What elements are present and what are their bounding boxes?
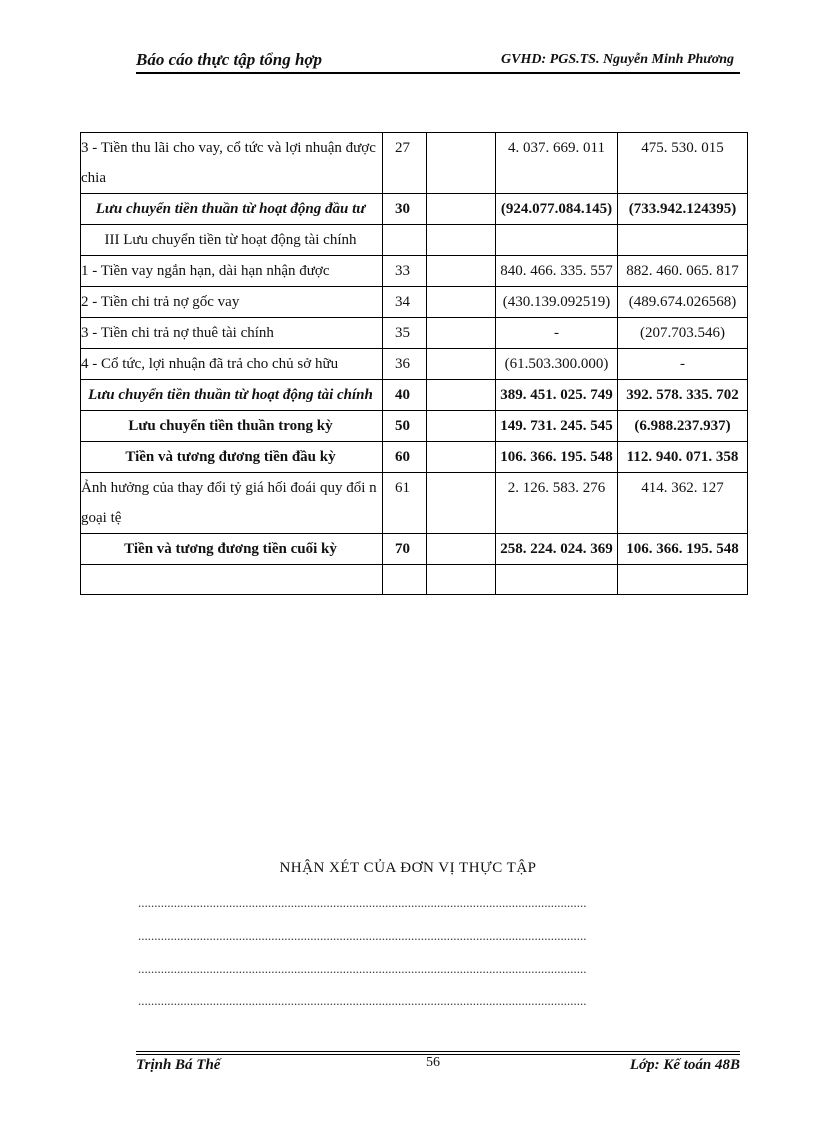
row-note <box>427 256 496 287</box>
row-code: 36 <box>383 349 427 380</box>
row-label: Lưu chuyển tiền thuần trong kỳ <box>81 411 383 442</box>
row-code: 34 <box>383 287 427 318</box>
row-previous-year: 475. 530. 015 <box>618 133 748 194</box>
row-current-year: 389. 451. 025. 749 <box>496 380 618 411</box>
row-label: Ảnh hưởng của thay đổi tỷ giá hối đoái quy đổi ngoại tệ <box>81 473 383 534</box>
row-note <box>427 349 496 380</box>
row-note <box>427 318 496 349</box>
row-note <box>427 565 496 595</box>
row-previous-year <box>618 225 748 256</box>
row-note <box>427 194 496 225</box>
table-row <box>81 287 748 318</box>
row-code: 61 <box>383 473 427 534</box>
comment-line-2: .......................................................................................................................................... <box>138 928 587 943</box>
row-label: 1 - Tiền vay ngắn hạn, dài hạn nhận được <box>81 256 383 287</box>
header-divider <box>136 72 740 74</box>
table-row <box>81 194 748 225</box>
row-label: 3 - Tiền thu lãi cho vay, cổ tức và lợi nhuận được chia <box>81 133 383 194</box>
row-label: 4 - Cổ tức, lợi nhuận đã trả cho chủ sở hữu <box>81 349 383 380</box>
author-name: Trịnh Bá Thế <box>136 1057 221 1073</box>
comment-line-1: .......................................................................................................................................... <box>138 895 587 910</box>
row-label: 2 - Tiền chi trả nợ gốc vay <box>81 287 383 318</box>
table-row <box>81 256 748 287</box>
row-current-year: 149. 731. 245. 545 <box>496 411 618 442</box>
row-code: 27 <box>383 133 427 194</box>
comments-title: NHẬN XÉT CỦA ĐƠN VỊ THỰC TẬP <box>279 860 537 876</box>
row-code: 60 <box>383 442 427 473</box>
row-current-year: 106. 366. 195. 548 <box>496 442 618 473</box>
row-label <box>81 565 383 595</box>
class-label: Lớp: Kế toán 48B <box>629 1057 740 1073</box>
supervisor-label: GVHD: PGS.TS. Nguyễn Minh Phương <box>501 52 734 67</box>
report-title: Báo cáo thực tập tổng hợp <box>136 50 323 69</box>
comment-line-4: .......................................................................................................................................... <box>138 993 587 1008</box>
row-label: Tiền và tương đương tiền đầu kỳ <box>81 442 383 473</box>
cash-flow-table-body <box>81 133 748 595</box>
row-previous-year <box>618 565 748 595</box>
row-current-year: 2. 126. 583. 276 <box>496 473 618 534</box>
row-previous-year: 112. 940. 071. 358 <box>618 442 748 473</box>
table-row <box>81 318 748 349</box>
row-previous-year: 392. 578. 335. 702 <box>618 380 748 411</box>
row-code: 35 <box>383 318 427 349</box>
row-previous-year: (733.942.124395) <box>618 194 748 225</box>
table-row <box>81 442 748 473</box>
table-row <box>81 565 748 595</box>
footer-divider-top <box>136 1051 740 1052</box>
row-current-year <box>496 565 618 595</box>
table-row <box>81 225 748 256</box>
row-current-year: (924.077.084.145) <box>496 194 618 225</box>
row-code: 33 <box>383 256 427 287</box>
row-label: 3 - Tiền chi trả nợ thuê tài chính <box>81 318 383 349</box>
row-previous-year: (6.988.237.937) <box>618 411 748 442</box>
row-code: 30 <box>383 194 427 225</box>
row-note <box>427 473 496 534</box>
table-row <box>81 473 748 534</box>
page-number: 56 <box>426 1055 440 1070</box>
row-code: 40 <box>383 380 427 411</box>
row-current-year: 258. 224. 024. 369 <box>496 534 618 565</box>
row-current-year: (430.139.092519) <box>496 287 618 318</box>
row-previous-year: 106. 366. 195. 548 <box>618 534 748 565</box>
table-row <box>81 534 748 565</box>
row-note <box>427 534 496 565</box>
row-note <box>427 442 496 473</box>
row-current-year <box>496 225 618 256</box>
row-current-year: - <box>496 318 618 349</box>
row-label: Tiền và tương đương tiền cuối kỳ <box>81 534 383 565</box>
page-footer <box>136 1057 740 1077</box>
row-current-year: 4. 037. 669. 011 <box>496 133 618 194</box>
row-previous-year: 414. 362. 127 <box>618 473 748 534</box>
row-note <box>427 287 496 318</box>
row-label: III Lưu chuyển tiền từ hoạt động tài chính <box>81 225 383 256</box>
table-row <box>81 411 748 442</box>
row-note <box>427 411 496 442</box>
row-note <box>427 225 496 256</box>
row-label: Lưu chuyển tiền thuần từ hoạt động tài chính <box>81 380 383 411</box>
row-current-year: (61.503.300.000) <box>496 349 618 380</box>
row-previous-year: (489.674.026568) <box>618 287 748 318</box>
row-code: 70 <box>383 534 427 565</box>
row-current-year: 840. 466. 335. 557 <box>496 256 618 287</box>
table-row <box>81 380 748 411</box>
table-row <box>81 349 748 380</box>
row-note <box>427 380 496 411</box>
table-row <box>81 133 748 194</box>
cash-flow-table <box>80 132 748 595</box>
row-note <box>427 133 496 194</box>
row-code: 50 <box>383 411 427 442</box>
row-previous-year: - <box>618 349 748 380</box>
page-header <box>136 50 740 74</box>
row-code <box>383 225 427 256</box>
comment-line-3: .......................................................................................................................................... <box>138 961 587 976</box>
row-previous-year: 882. 460. 065. 817 <box>618 256 748 287</box>
row-label: Lưu chuyển tiền thuần từ hoạt động đầu tư <box>81 194 383 225</box>
row-code <box>383 565 427 595</box>
row-previous-year: (207.703.546) <box>618 318 748 349</box>
